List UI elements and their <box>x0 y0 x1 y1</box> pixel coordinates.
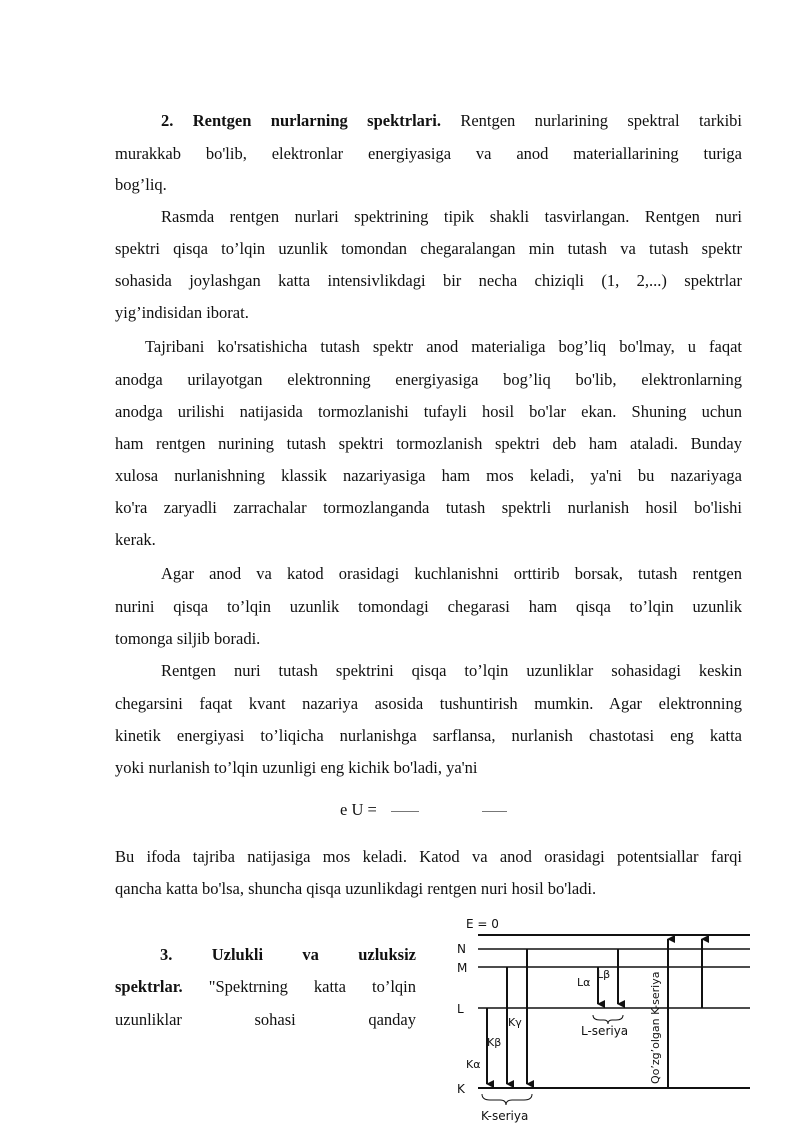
text-span: Rentgen nurlarining spektral tarkibi <box>440 111 743 130</box>
k-gamma-label: Kγ <box>508 1016 522 1029</box>
text-line: spektri qisqa to’lqin uzunlik tomondan chegaralangan min tutash va tutash spektr <box>115 239 742 258</box>
text-line <box>115 110 742 132</box>
text-line: anodga urilishi natijasida tormozlanishi tufayli hosil bo'lar ekan. Shuning uchun <box>115 402 742 421</box>
text-line: nurini qisqa to’lqin uzunlik tomondagi chegarasi ham qisqa to’lqin uzunlik <box>115 597 742 616</box>
text-line: Bu ifoda tajriba natijasiga mos keladi. Katod va anod orasidagi potentsiallar farqi <box>115 847 742 866</box>
k-series-brace <box>482 1094 532 1105</box>
text-line: anodga urilayotgan elektronning energiyasiga bog’liq bo'lib, elektronlarning <box>115 370 742 389</box>
l-series-brace <box>593 1015 623 1024</box>
fraction-bar <box>482 811 507 812</box>
k-series-label: K-seriya <box>481 1109 529 1123</box>
energy-level-diagram <box>440 908 760 1130</box>
section-heading-end: spektrlar. <box>115 977 183 996</box>
section-heading: Rentgen nurlarning spektrlari. <box>192 111 441 130</box>
text-line <box>115 976 416 998</box>
k-alpha-label: Kα <box>466 1058 481 1071</box>
text-line: ham rentgen nurining tutash spektri tormozlanish spektri deb ham ataladi. Bunday <box>115 434 742 453</box>
text-line: murakkab bo'lib, elektronlar energiyasiga va anod materiallarining turiga <box>115 144 742 163</box>
text-word: uzunliklar <box>115 1010 182 1029</box>
text-word: qanday <box>368 1010 416 1029</box>
level-label-e0: E = 0 <box>466 917 499 931</box>
text-line <box>160 944 416 966</box>
text-line: sohasida joylashgan katta intensivlikdagi bir necha chiziqli (1, 2,...) spektrlar <box>115 271 742 290</box>
text-word: sohasi <box>254 1010 296 1029</box>
l-beta-label: Lβ <box>597 968 611 981</box>
section-number: 2. <box>161 111 174 130</box>
k-beta-label: Kβ <box>487 1036 502 1049</box>
text-line: yig’indisidan iborat. <box>115 303 249 322</box>
l-alpha-label: Lα <box>577 976 591 989</box>
text-line: qancha katta bo'lsa, shuncha qisqa uzunlikdagi rentgen nuri hosil bo'ladi. <box>115 879 597 898</box>
excited-k-series-label: Qo’zg’olgan K-seriya <box>649 971 662 1084</box>
section-heading-word: va <box>302 945 319 964</box>
section-heading-word: uzluksiz <box>358 945 416 964</box>
fraction-bar <box>391 811 419 812</box>
level-label-m: M <box>457 961 468 975</box>
level-label-n: N <box>457 942 466 956</box>
section-heading-word: Uzlukli <box>211 945 264 964</box>
text-line: ko'ra zaryadli zarrachalar tormozlanganda tutash spektrli nurlanish hosil bo'lishi <box>115 498 742 517</box>
text-line: bog’liq. <box>115 175 167 194</box>
text-line: kerak. <box>115 530 156 549</box>
level-label-k: K <box>457 1082 465 1096</box>
level-label-l: L <box>457 1002 464 1016</box>
text-line: chegarsini faqat kvant nazariya asosida tushuntirish mumkin. Agar elektronning <box>115 694 742 713</box>
section-number: 3. <box>160 945 173 964</box>
text-line: Agar anod va katod orasidagi kuchlanishni orttirib borsak, tutash rentgen <box>161 564 742 583</box>
text-line: yoki nurlanish to’lqin uzunligi eng kichik bo'ladi, ya'ni <box>115 758 478 777</box>
text-line: kinetik energiyasi to’liqicha nurlanishga sarflansa, nurlanish chastotasi eng katta <box>115 726 742 745</box>
text-line <box>115 1009 416 1031</box>
l-series-label: L-seriya <box>581 1024 629 1038</box>
text-line: xulosa nurlanishning klassik nazariyasiga ham mos keladi, ya'ni bu nazariyaga <box>115 466 742 485</box>
formula: e U = <box>340 800 377 819</box>
text-line: Tajribani ko'rsatishicha tutash spektr anod materialiga bog’liq bo'lmay, u faqat <box>145 337 742 356</box>
text-line: tomonga siljib boradi. <box>115 629 261 648</box>
text-line: Rentgen nuri tutash spektrini qisqa to’lqin uzunliklar sohasidagi keskin <box>161 661 742 680</box>
text-span: "Spektrning katta to’lqin <box>182 977 416 996</box>
text-line: Rasmda rentgen nurlari spektrining tipik shakli tasvirlangan. Rentgen nuri <box>161 207 742 226</box>
